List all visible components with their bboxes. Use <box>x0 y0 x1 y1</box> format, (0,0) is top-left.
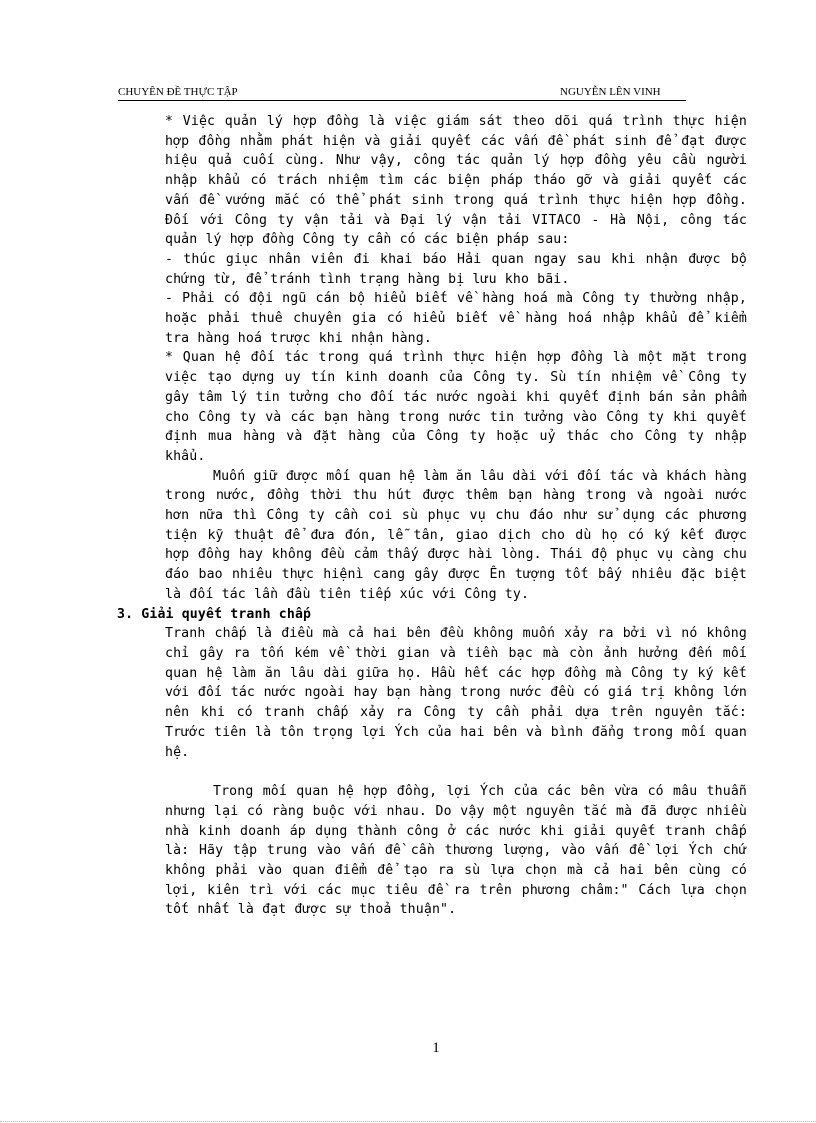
page-number: 1 <box>432 1040 440 1056</box>
bullet-customs-declaration: - thúc giục nhân viên đi khai báo Hải quan ngay sau khi nhận được bộ chứng từ, để tránh tình trạng hàng bị lưu kho bãi. <box>165 251 747 287</box>
paragraph-partner-relations: * Quan hệ đối tác trong quá trình thực hiện hợp đồng là một mặt trong việc tạo dựng uy tín kinh doanh của Công ty. Sù tín nhiệm về Công ty gây tâm lý tin tưởng cho đối tác nước ngoài khi quyết định bán sản phẩm cho Công ty và các bạn hàng trong nước tin tưởng vào Công ty khi quyết định mua hàng và đặt hàng của Công ty hoặc uỷ thác cho Công ty nhập khẩu. <box>165 350 747 464</box>
section-heading-dispute: 3. Giải quyết tranh chấp <box>117 606 312 622</box>
paragraph-dispute-principle: Trong mối quan hệ hợp đồng, lợi Ých của các bên vừa có mâu thuẫn nhưng lại có ràng buộc với nhau. Do vậy một nguyên tắc mà đã được nhiều nhà kinh doanh áp dụng thành công ở các nước khi giải quyết tranh chấp là: Hãy tập trung vào vấn đề cần thương lượng, vào vấn đề lợi Ých chứ không phải vào quan điểm để tạo ra sù lựa chọn mà cả hai bên cùng có lợi, kiên trì với các mục tiêu đề ra trên phương châm:" Cách lựa chọn tốt nhất là đạt được sự thoả thuận". <box>165 784 747 918</box>
page-header <box>118 86 686 101</box>
paragraph-dispute-intro: Tranh chấp là điều mà cả hai bên đều không muốn xảy ra bởi vì nó không chỉ gây ra tốn kém về thời gian và tiền bạc mà còn ảnh hưởng đến mối quan hệ làm ăn lâu dài giữa họ. Hầu hết các hợp đồng mà Công ty ký kết với đối tác nước ngoài hay bạn hàng trong nước đều có giá trị không lớn nên khi có tranh chấp xảy ra Công ty cần phải dựa trên nguyên tắc: Trước tiên là tôn trọng lợi Ých của hai bên và bình đẳng trong mối quan hệ. <box>165 626 747 760</box>
paragraph-contract-management: * Việc quản lý hợp đồng là việc giám sát theo dõi quá trình thực hiện hợp đồng nhằm phát hiện và giải quyết các vấn đề phát sinh để đạt được hiệu quả cuối cùng. Như vậy, công tác quản lý hợp đồng yêu cầu người nhập khẩu có trách nhiệm tìm các biện pháp tháo gỡ và giải quyết các vấn đề vướng mắc có thể phát sinh trong quá trình thực hiện hợp đồng. Đối với Công ty vận tải và Đại lý vận tải VITACO - Hà Nội, công tác quản lý hợp đồng Công ty cần có các biện pháp sau: <box>165 114 747 248</box>
header-right-author: NGUYỄN LÊN VINH <box>560 86 661 98</box>
paragraph-long-term-relations: Muốn giữ được mối quan hệ làm ăn lâu dài với đối tác và khách hàng trong nước, đồng thời thu hút được thêm bạn hàng trong và ngoài nước hơn nữa thì Công ty cần coi sù phục vụ chu đáo như sử dụng các phương tiện kỹ thuật để đưa đón, lễ tân, giao dịch cho dù họ có ký kết được hợp đồng hay không đều cảm thấy được hài lòng. Thái độ phục vụ càng chu đáo bao nhiêu thực hiệnì cang gây được Ên tượng tốt bấy nhiêu đặc biệt là đối tác lần đầu tiên tiếp xúc với Công ty. <box>165 468 747 602</box>
document-body <box>117 112 747 920</box>
header-left-title: CHUYÊN ĐỀ THỰC TẬP <box>118 86 238 98</box>
page-bottom-divider <box>0 1121 816 1122</box>
bullet-staff-knowledge: - Phải có đội ngũ cán bộ hiểu biết về hàng hoá mà Công ty thường nhập, hoặc phải thuê chuyên gia có hiểu biết về hàng hoá nhập khẩu để kiểm tra hàng hoá trược khi nhận hàng. <box>165 291 747 346</box>
